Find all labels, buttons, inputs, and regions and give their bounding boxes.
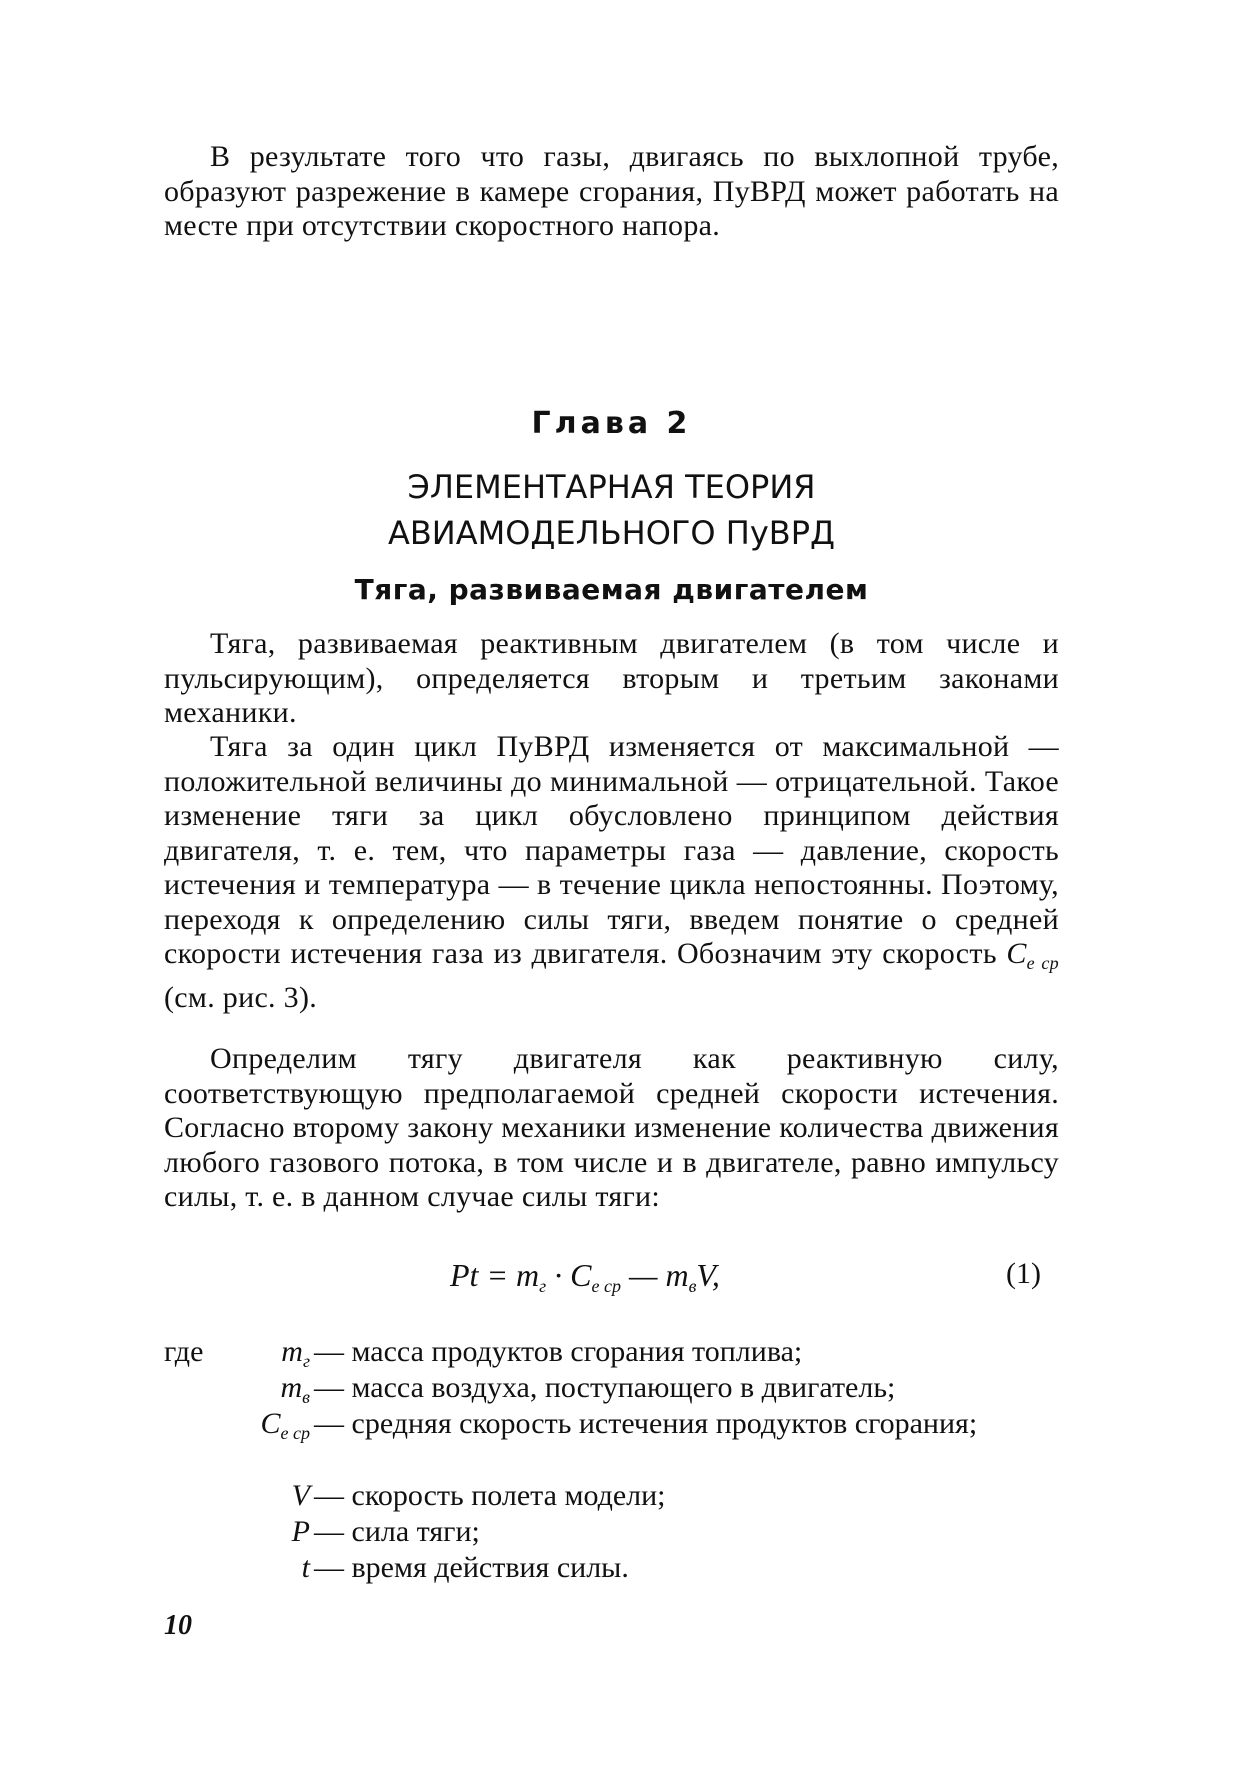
- velocity-subscript: e ср: [1026, 953, 1059, 973]
- eq-c: · C: [546, 1257, 592, 1293]
- equation-number: (1): [1006, 1257, 1041, 1290]
- top-paragraph: [164, 140, 1059, 244]
- paragraph-2-text: Тяга за один цикл ПуВРД изменяется от максимальной — положительной величины до минимальной — отрицательной. Такое изменение тяги за цикл обусловлено принципом действия двигателя, т. е. тем, что параметры газа — давление, скорость истечения и температура — в течение цикла непостоянны. Поэтому, переходя к определению силы тяги, введем понятие о средней скорости истечения газа из двигателя. Обозначим эту скорость: [164, 730, 1059, 970]
- velocity-symbol: C: [1006, 937, 1027, 970]
- def-symbol: t: [301, 1551, 310, 1584]
- def-symbol: $C_{e ср}$: [260, 1407, 310, 1443]
- section-title: Тяга, развиваемая двигателем: [354, 573, 869, 606]
- eq-m-sub: г: [539, 1276, 547, 1296]
- def-text: — сила тяги;: [314, 1515, 480, 1548]
- def-text: — масса воздуха, поступающего в двигатель;: [314, 1371, 896, 1404]
- eq-lhs: Pt = m: [450, 1257, 540, 1293]
- where-label: где: [164, 1335, 204, 1368]
- paragraph-2: [164, 730, 1059, 1015]
- def-symbol: $m_в$: [280, 1371, 310, 1407]
- paragraph-1: Тяга, развиваемая реактивным двигателем (в том числе и пульсирующим), определяется вторым и третьим законами механики.: [164, 627, 1059, 729]
- def-symbol: V: [291, 1479, 310, 1512]
- def-text: — средняя скорость истечения продуктов сгорания;: [314, 1407, 978, 1440]
- def-text: — масса продуктов сгорания топлива;: [314, 1335, 803, 1368]
- top-paragraph-text: В результате того что газы, двигаясь по выхлопной трубе, образуют разрежение в камере сгорания, ПуВРД может работать на месте при отсутствии скоростного напора.: [164, 140, 1059, 242]
- eq-tail: V,: [696, 1257, 720, 1293]
- eq-mv-sub: в: [688, 1276, 697, 1296]
- def-text: — скорость полета модели;: [314, 1479, 666, 1512]
- figure-reference: (см. рис. 3).: [164, 980, 318, 1014]
- equation: [450, 1257, 890, 1297]
- def-symbol: $m_г$: [281, 1335, 310, 1371]
- def-symbol: P: [291, 1515, 310, 1548]
- eq-c-sub: e ср: [591, 1276, 621, 1296]
- eq-minus-m: — m: [621, 1257, 689, 1293]
- page-number: 10: [164, 1610, 192, 1641]
- chapter-title-line2: АВИАМОДЕЛЬНОГО ПуВРД: [387, 514, 836, 552]
- chapter-label: Глава 2: [531, 406, 692, 441]
- def-text: — время действия силы.: [314, 1551, 629, 1584]
- paragraph-3: Определим тягу двигателя как реактивную силу, соответствующую предполагаемой средней скорости истечения. Согласно второму закону механики изменение количества движения любого газового потока, в том числе и в двигателе, равно импульсу силы, т. е. в данном случае силы тяги:: [164, 1042, 1059, 1213]
- chapter-title-line1: ЭЛЕМЕНТАРНАЯ ТЕОРИЯ: [407, 468, 816, 506]
